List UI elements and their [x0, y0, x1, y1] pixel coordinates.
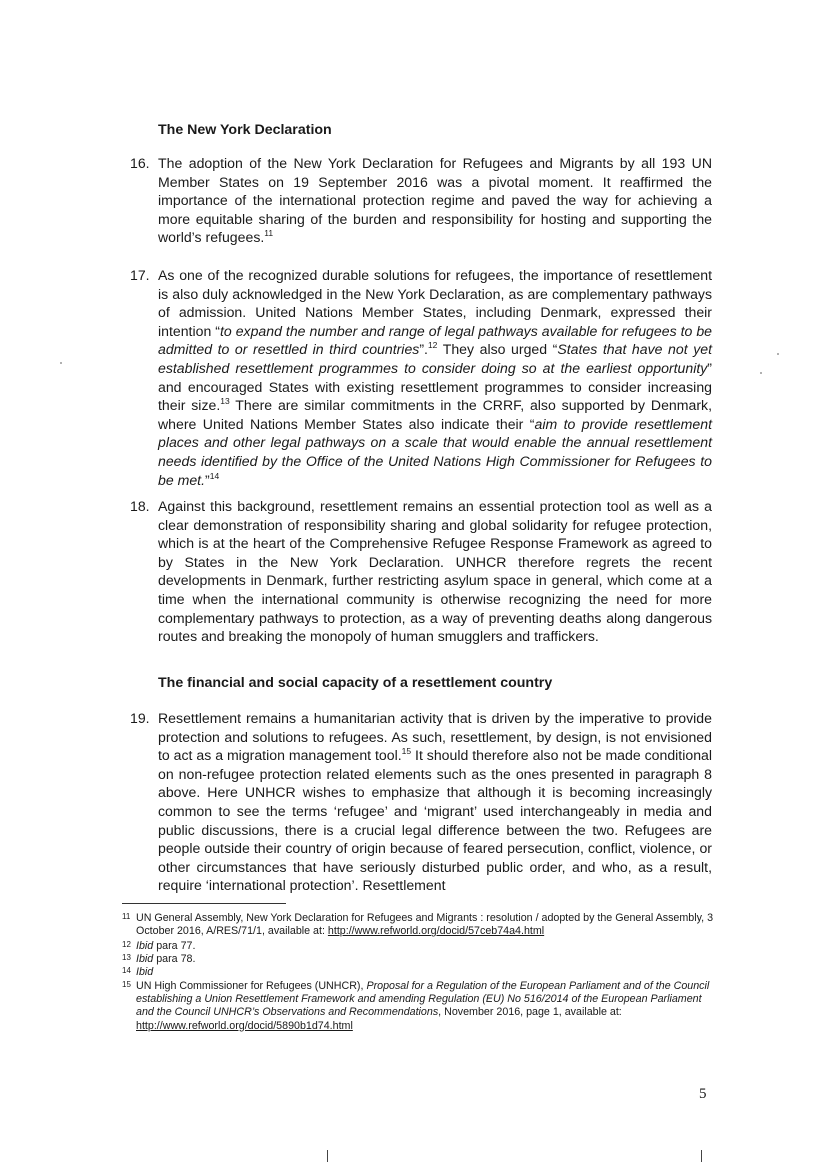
scan-speck [777, 353, 779, 355]
footnote-ref: 11 [264, 228, 274, 239]
footnote-title: Proposal for a Regulation of the European Parliament and of the Council establishing a Union Resettlement Framework and amending Regulation (EU) No 516/2014 of the European Parliament and the Council UNHCR’s Observations and Recommendations [136, 980, 710, 1019]
paragraph-number: 19. [130, 710, 150, 726]
quoted-text: States that have not yet established resettlement programmes to consider doing so at the earliest opportunity [158, 341, 713, 376]
scan-mark [327, 1150, 328, 1162]
footnote-text: UN General Assembly, New York Declaration for Refugees and Migrants : resolution / adopted by the General Assembly, 3 October 2016, A/RES/71/1, available at: [136, 912, 714, 938]
footnote-12 [122, 940, 714, 953]
paragraph-text: They also urged “ [437, 341, 558, 358]
footnote-ibid: Ibid [136, 940, 154, 952]
section-heading-financial-capacity: The financial and social capacity of a resettlement country [158, 675, 553, 691]
footnote-text: , November 2016, page 1, available at: [438, 1006, 622, 1019]
quoted-text: to expand the number and range of legal pathways available for refugees to be admitted to or resettled in third countries [158, 322, 713, 358]
scan-speck [60, 362, 62, 364]
section-heading-new-york-declaration: The New York Declaration [158, 122, 332, 138]
footnote-ref: 12 [427, 340, 438, 351]
footnote-number: 11 [122, 912, 131, 921]
paragraph-number: 17. [130, 267, 150, 283]
paragraph-text: Resettlement remains a humanitarian activity that is driven by the imperative to provide protection and solutions to refugees. As such, resettlement, by design, is not envisioned to act as a migration management tool. [158, 710, 712, 764]
paragraph-text: ” [205, 471, 210, 488]
paragraph-text: ”. [419, 341, 428, 358]
footnote-text: para 77. [153, 940, 196, 952]
footnote-15 [122, 980, 714, 1033]
paragraph-18 [130, 497, 712, 646]
quoted-text: aim to provide resettlement places and other legal pathways on a scale that would enable the annual resettlement needs identified by the Office of the United Nations High Commissioner for Refugees to be met. [158, 415, 712, 488]
footnote-number: 14 [122, 966, 131, 975]
paragraph-body [158, 154, 712, 247]
footnote-separator [122, 903, 286, 904]
footnote-link[interactable]: http://www.refworld.org/docid/57ceb74a4.html [327, 925, 545, 938]
footnote-14 [122, 966, 714, 979]
footnote-ref: 15 [401, 746, 412, 757]
footnote-number: 12 [122, 940, 131, 949]
paragraph-19 [130, 709, 712, 895]
paragraph-body [158, 709, 712, 895]
paragraph-number: 16. [130, 155, 150, 171]
footnote-text: para 78. [153, 953, 196, 965]
paragraph-text: As one of the recognized durable solutions for refugees, the importance of resettlement is also duly acknowledged in the New York Declaration, as are complementary pathways of admission. United Nations Member States, including Denmark, expressed their intention “ [158, 267, 712, 339]
paragraph-text: ” and encouraged States with existing resettlement programmes to consider increasing their size. [158, 359, 712, 414]
footnote-13 [122, 953, 714, 966]
paragraph-body: Against this background, resettlement remains an essential protection tool as well as a clear demonstration of responsibility sharing and global solidarity for refugee protection, which is at the heart of the Comprehensive Refugee Response Framework as agreed to by States in the New York Declaration. UNHCR therefore regrets the recent developments in Denmark, further restricting asylum space in general, which come at a time when the international community is otherwise recognizing the need for more complementary pathways to protection, as a way of preventing deaths along dangerous routes and breaking the monopoly of human smugglers and traffickers. [158, 498, 712, 645]
footnote-text: UN High Commissioner for Refugees (UNHCR), [136, 980, 367, 992]
footnote-ref: 13 [220, 396, 230, 407]
paragraph-text: There are similar commitments in the CRRF, also supported by Denmark, where United Nations Member States also indicate their “ [158, 397, 712, 432]
paragraph-text: It should therefore also not be made conditional on non-refugee protection related elements such as the ones presented in paragraph 8 above. Here UNHCR wishes to emphasize that although it is becoming increasingly common to see the terms ‘refugee’ and ‘migrant’ used interchangeably in media and public discussions, there is a crucial legal difference between the two. Refugees are people outside their country of origin because of feared persecution, conflict, violence, or other circumstances that have seriously disturbed public order, and who, as a result, require ‘international protection’. Resettlement [158, 747, 712, 894]
paragraph-16 [130, 154, 712, 247]
footnote-number: 13 [122, 953, 131, 962]
paragraph-text: The adoption of the New York Declaration for Refugees and Migrants by all 193 UN Member States on 19 September 2016 was a pivotal moment. It reaffirmed the importance of the international protection regime and paved the way for achieving a more equitable sharing of the burden and responsibility for hosting and supporting the world’s refugees. [158, 155, 712, 246]
page-number: 5 [699, 1086, 707, 1102]
scan-mark [701, 1150, 702, 1162]
paragraph-17 [130, 266, 712, 489]
footnote-number: 15 [122, 980, 131, 989]
footnote-ibid: Ibid [136, 953, 154, 965]
paragraph-number: 18. [130, 498, 150, 514]
paragraph-body [158, 266, 712, 489]
scan-speck [760, 372, 762, 374]
footnote-link[interactable]: http://www.refworld.org/docid/5890b1d74.html [136, 1019, 353, 1032]
footnote-11 [122, 912, 714, 938]
footnote-ibid: Ibid [136, 966, 154, 978]
footnote-ref: 14 [209, 470, 220, 481]
